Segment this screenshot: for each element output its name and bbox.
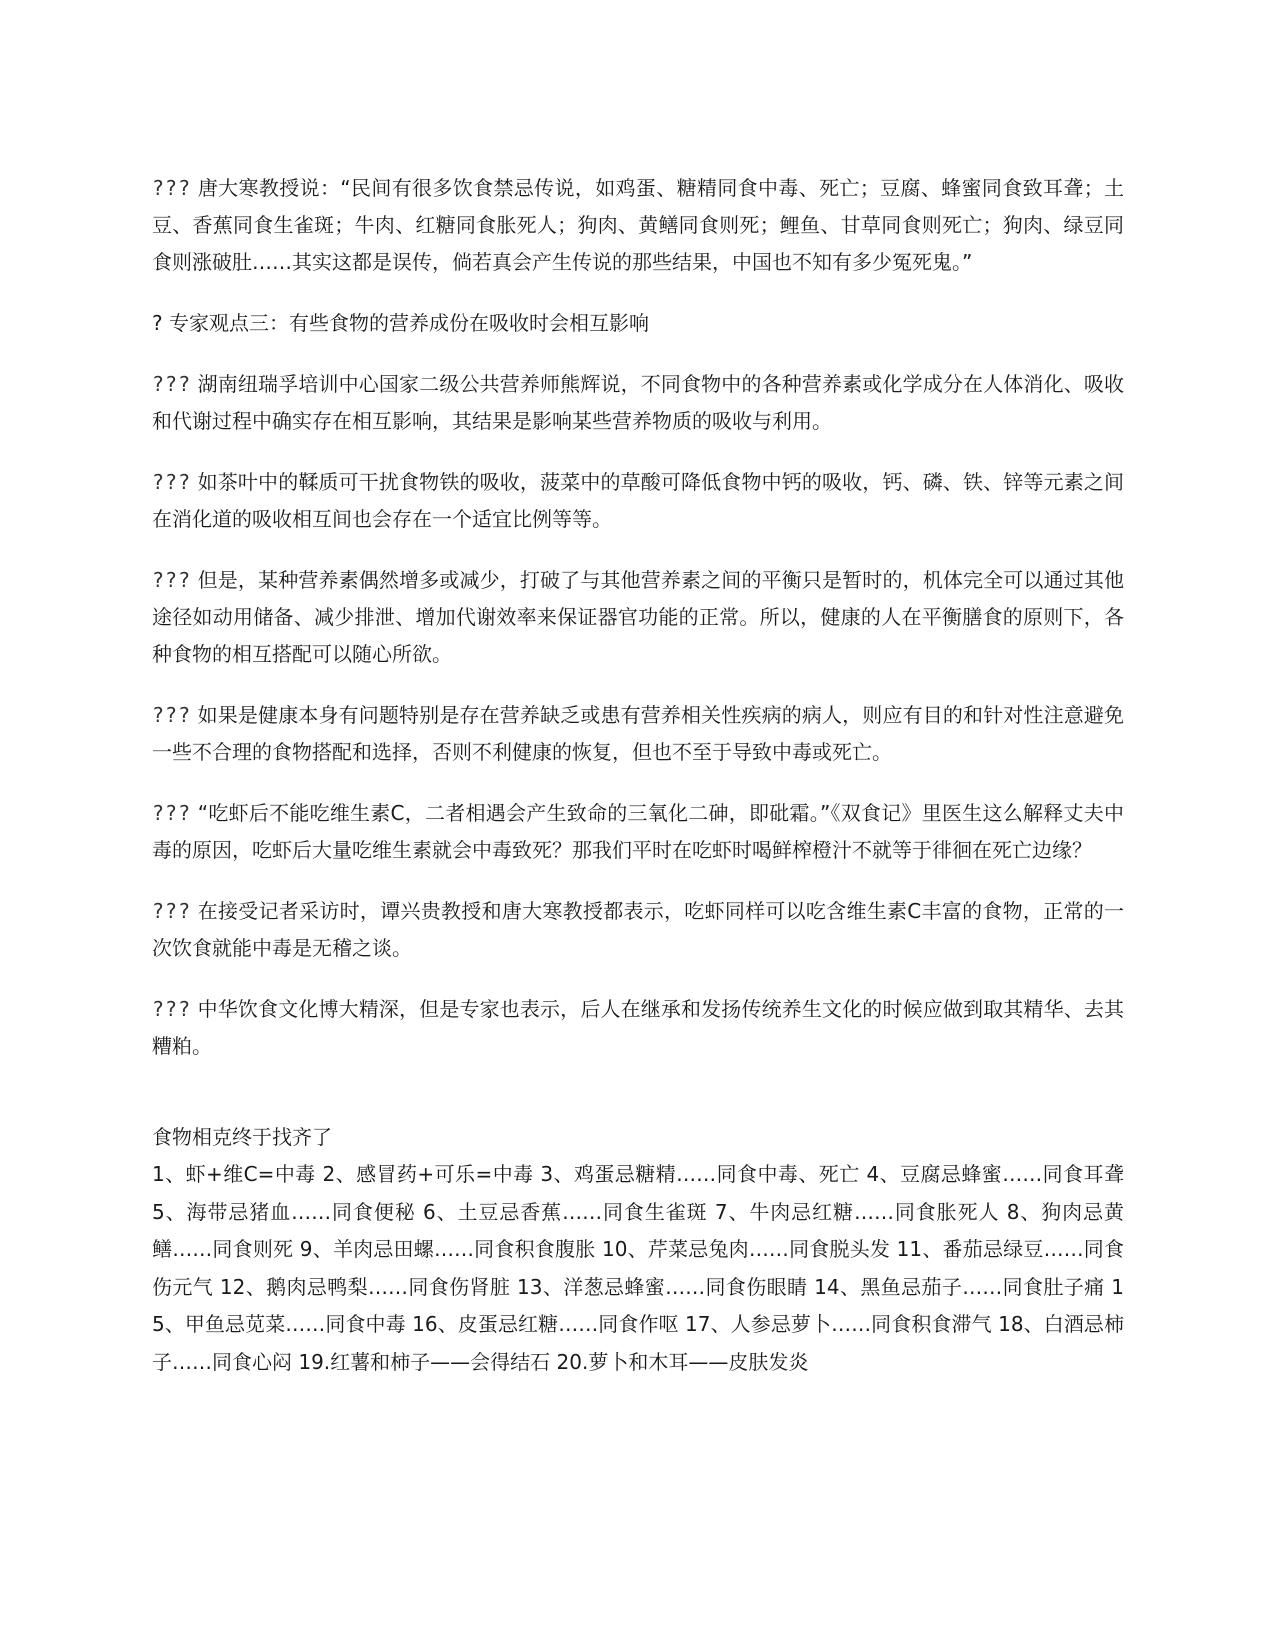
paragraph-balance — [152, 562, 1124, 673]
unknown-glyph-marker: ? — [152, 311, 163, 335]
document-page — [152, 170, 1124, 1381]
unknown-glyph-marker: ??? — [152, 176, 192, 200]
paragraph-text: 如果是健康本身有问题特别是存在营养缺乏或患有营养相关性疾病的病人，则应有目的和针对性注意避免一些不合理的食物搭配和选择，否则不利健康的恢复，但也不至于导致中毒或死亡。 — [152, 703, 1124, 764]
unknown-glyph-marker: ??? — [152, 899, 192, 923]
unknown-glyph-marker: ??? — [152, 801, 192, 825]
paragraph-culture — [152, 991, 1124, 1065]
unknown-glyph-marker: ??? — [152, 997, 192, 1021]
unknown-glyph-marker: ??? — [152, 703, 192, 727]
paragraph-text: 在接受记者采访时，谭兴贵教授和唐大寒教授都表示，吃虾同样可以吃含维生素C丰富的食物，正常的一次饮食就能中毒是无稽之谈。 — [152, 899, 1124, 960]
paragraph-text: 湖南纽瑞孚培训中心国家二级公共营养师熊辉说，不同食物中的各种营养素或化学成分在人体消化、吸收和代谢过程中确实存在相互影响，其结果是影响某些营养物质的吸收与利用。 — [152, 372, 1124, 433]
expert-view-three-heading — [152, 305, 1124, 342]
heading-text: 专家观点三：有些食物的营养成份在吸收时会相互影响 — [162, 311, 649, 335]
food-conflict-list-title: 食物相克终于找齐了 — [152, 1125, 332, 1149]
paragraph-text: “吃虾后不能吃维生素C，二者相遇会产生致命的三氧化二砷，即砒霜。”《双食记》里医生这么解释丈夫中毒的原因，吃虾后大量吃维生素就会中毒致死？那我们平时在吃虾时喝鲜榨橙汁不就等于徘徊在死亡边缘？ — [152, 801, 1124, 862]
unknown-glyph-marker: ??? — [152, 372, 192, 396]
paragraph-interview — [152, 893, 1124, 967]
paragraph-text: 唐大寒教授说：“民间有很多饮食禁忌传说，如鸡蛋、糖精同食中毒、死亡；豆腐、蜂蜜同食致耳聋；土豆、香蕉同食生雀斑；牛肉、红糖同食胀死人；狗肉、黄鳝同食则死；鲤鱼、甘草同食则死亡；狗肉、绿豆同食则涨破肚……其实这都是误传，倘若真会产生传说的那些结果，中国也不知有多少冤死鬼。” — [152, 176, 1124, 274]
unknown-glyph-marker: ??? — [152, 470, 192, 494]
paragraph-text: 如茶叶中的鞣质可干扰食物铁的吸收，菠菜中的草酸可降低食物中钙的吸收，钙、磷、铁、锌等元素之间在消化道的吸收相互间也会存在一个适宜比例等等。 — [152, 470, 1124, 531]
paragraph-patients — [152, 697, 1124, 771]
paragraph-text: 中华饮食文化博大精深，但是专家也表示，后人在继承和发扬传统养生文化的时候应做到取其精华、去其糟粕。 — [152, 997, 1124, 1058]
paragraph-tang-dahan-quote — [152, 170, 1124, 281]
food-conflict-list: 1、虾+维C=中毒 2、感冒药+可乐=中毒 3、鸡蛋忌糖精……同食中毒、死亡 4、豆腐忌蜂蜜……同食耳聋 5、海带忌猪血……同食便秘 6、土豆忌香蕉……同食生雀斑 7、牛肉忌红糖……同食胀死人 8、狗肉忌黄鳝……同食则死 9、羊肉忌田螺……同食积食腹胀 10、芹菜忌兔肉……同食脱头发 11、番茄忌绿豆……同食伤元气 12、鹅肉忌鸭梨……同食伤肾脏 13、洋葱忌蜂蜜……同食伤眼睛 14、黑鱼忌茄子……同食肚子痛 15、甲鱼忌苋菜……同食中毒 16、皮蛋忌红糖……同食作呕 17、人参忌萝卜……同食积食滞气 18、白酒忌柿子……同食心闷 19.红薯和柿子——会得结石 20.萝卜和木耳——皮肤发炎 — [152, 1162, 1124, 1374]
paragraph-text: 但是，某种营养素偶然增多或减少，打破了与其他营养素之间的平衡只是暂时的，机体完全可以通过其他途径如动用储备、减少排泄、增加代谢效率来保证器官功能的正常。所以，健康的人在平衡膳食的原则下，各种食物的相互搭配可以随心所欲。 — [152, 568, 1124, 666]
paragraph-xiong-hui — [152, 366, 1124, 440]
unknown-glyph-marker: ??? — [152, 568, 192, 592]
paragraph-tea-spinach — [152, 464, 1124, 538]
section-spacer — [152, 1089, 1124, 1119]
paragraph-shrimp-vitamin-c — [152, 795, 1124, 869]
